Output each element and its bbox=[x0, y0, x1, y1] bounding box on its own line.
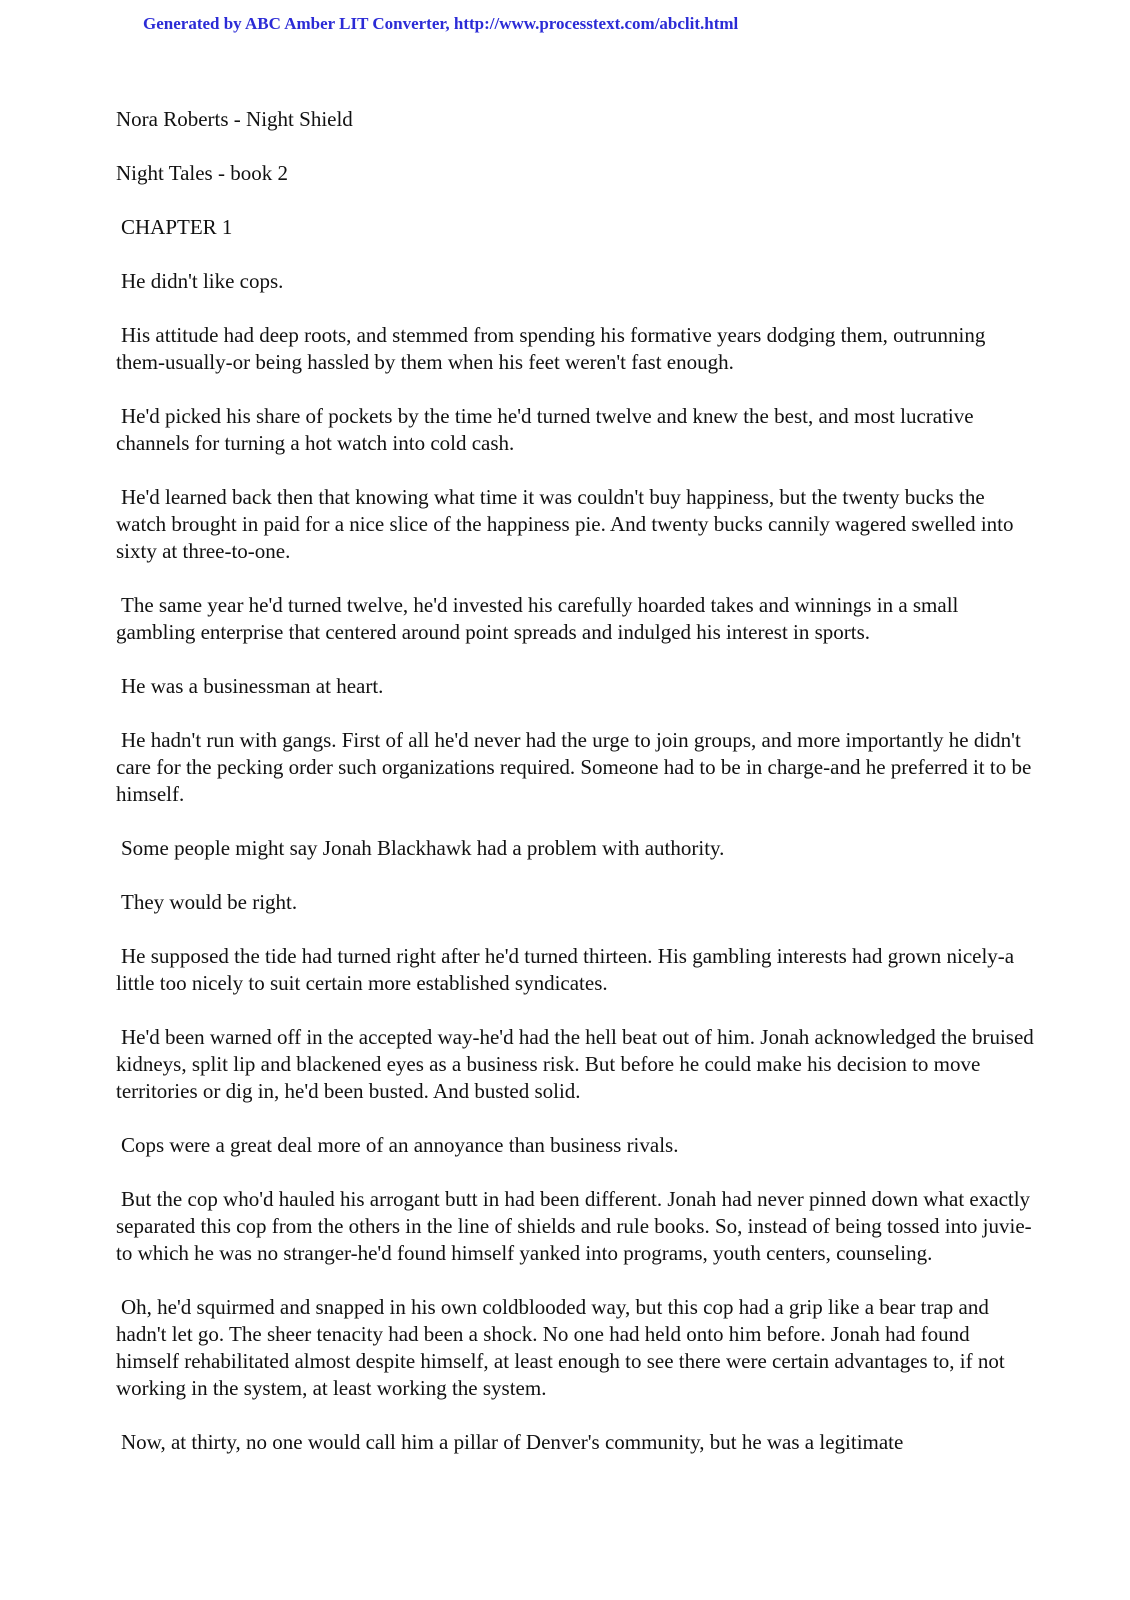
chapter-heading: CHAPTER 1 bbox=[121, 215, 233, 239]
paragraph: Now, at thirty, no one would call him a pillar of Denver's community, but he was a legitimate bbox=[121, 1430, 904, 1454]
paragraph: His attitude had deep roots, and stemmed from spending his formative years dodging them, outrunning them-usually-or being hassled by them when his feet weren't fast enough. bbox=[116, 323, 986, 374]
paragraph: He'd picked his share of pockets by the time he'd turned twelve and knew the best, and most lucrative channels for turning a hot watch into cold cash. bbox=[116, 404, 974, 455]
paragraph: They would be right. bbox=[121, 890, 298, 914]
paragraph: He'd learned back then that knowing what time it was couldn't buy happiness, but the twenty bucks the watch brought in paid for a nice slice of the happiness pie. And twenty bucks cannily wagered swelled into sixty at three-to-one. bbox=[116, 485, 1014, 563]
series-line: Night Tales - book 2 bbox=[116, 161, 288, 185]
paragraph: The same year he'd turned twelve, he'd invested his carefully hoarded takes and winnings in a small gambling enterprise that centered around point spreads and indulged his interest in sports. bbox=[116, 593, 959, 644]
paragraph: Oh, he'd squirmed and snapped in his own coldblooded way, but this cop had a grip like a bear trap and hadn't let go. The sheer tenacity had been a shock. No one had held onto him before. Jonah had found himself rehabilitated almost despite himself, at least enough to see there were certain advantages to, if not working in the system, at least working the system. bbox=[116, 1295, 1005, 1400]
paragraph: Cops were a great deal more of an annoyance than business rivals. bbox=[121, 1133, 679, 1157]
paragraph: He was a businessman at heart. bbox=[121, 674, 384, 698]
paragraph: He'd been warned off in the accepted way-he'd had the hell beat out of him. Jonah acknowledged the bruised kidneys, split lip and blackened eyes as a business risk. But before he could make his decision to move territories or dig in, he'd been busted. And busted solid. bbox=[116, 1025, 1034, 1103]
book-title: Nora Roberts - Night Shield bbox=[116, 107, 353, 131]
paragraph: He hadn't run with gangs. First of all he'd never had the urge to join groups, and more importantly he didn't care for the pecking order such organizations required. Someone had to be in charge-and he preferred it to be himself. bbox=[116, 728, 1032, 806]
paragraph: But the cop who'd hauled his arrogant butt in had been different. Jonah had never pinned down what exactly separated this cop from the others in the line of shields and rule books. So, instead of being tossed into juvie-to which he was no stranger-he'd found himself yanked into programs, youth centers, counseling. bbox=[116, 1187, 1032, 1265]
paragraph: He supposed the tide had turned right after he'd turned thirteen. His gambling interests had grown nicely-a little too nicely to suit certain more established syndicates. bbox=[116, 944, 1015, 995]
paragraph: He didn't like cops. bbox=[121, 269, 284, 293]
paragraph: Some people might say Jonah Blackhawk had a problem with authority. bbox=[121, 836, 725, 860]
converter-banner: Generated by ABC Amber LIT Converter, http://www.processtext.com/abclit.html bbox=[143, 14, 739, 33]
document-body bbox=[116, 106, 1036, 1483]
